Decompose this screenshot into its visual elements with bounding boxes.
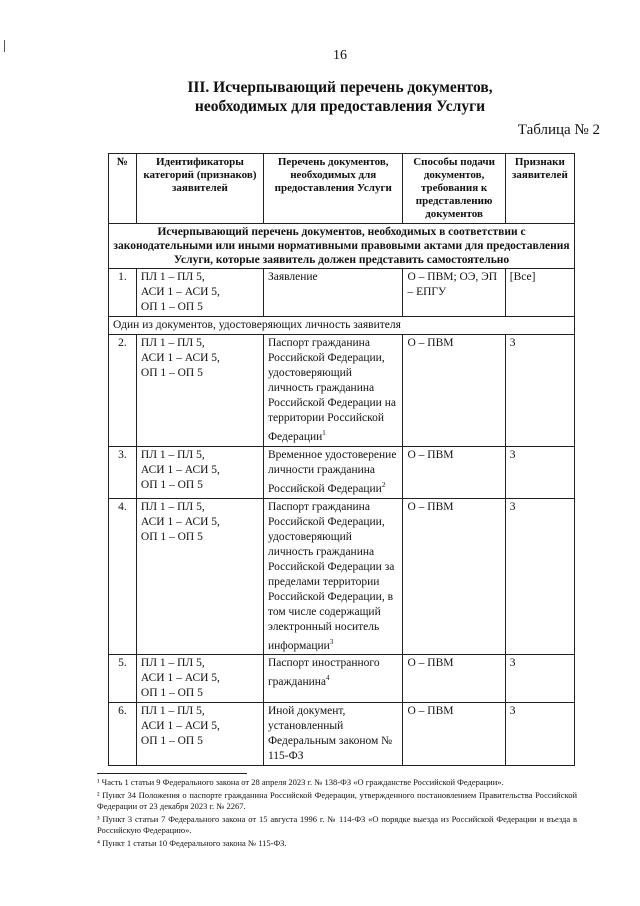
footnote-ref[interactable]: 4 bbox=[326, 674, 330, 683]
row-sign: 3 bbox=[505, 335, 574, 447]
header-signs: Признаки заявителей bbox=[505, 154, 574, 224]
row-document bbox=[263, 335, 402, 447]
table-row bbox=[109, 335, 575, 447]
identifier-line: ОП 1 – ОП 5 bbox=[140, 301, 203, 313]
footnote-ref[interactable]: 3 bbox=[329, 637, 334, 646]
identifier-line: ПЛ 1 – ПЛ 5, bbox=[140, 500, 205, 513]
header-documents: Перечень документов, необходимых для предоставления Услуги bbox=[263, 154, 402, 224]
row-number: 1. bbox=[109, 269, 137, 317]
document-text: Временное удостоверение личности гражданина Российской Федерации bbox=[267, 448, 397, 495]
row-sign: 3 bbox=[505, 703, 574, 766]
identifier-line: ПЛ 1 – ПЛ 5, bbox=[140, 448, 205, 461]
header-methods: Способы подачи документов, требования к представлению документов bbox=[403, 154, 505, 224]
footnote: ² Пункт 34 Положения о паспорте гражданина Российской Федерации, утвержденного постановлением Правительства Российской Федерации от 23 декабря 2023 г. № 2267. bbox=[97, 790, 577, 811]
row-document bbox=[263, 703, 402, 766]
section-heading-row bbox=[109, 224, 575, 269]
row-sign: 3 bbox=[505, 498, 574, 655]
footnote-ref[interactable]: 1 bbox=[322, 429, 326, 437]
identifier-line: ОП 1 – ОП 5 bbox=[140, 687, 203, 700]
page-title bbox=[60, 78, 620, 116]
footnote: ¹ Часть 1 статьи 9 Федерального закона от 28 апреля 2023 г. № 138-ФЗ «О гражданстве Российской Федерации». bbox=[97, 777, 504, 787]
footnote: ⁴ Пункт 1 статьи 10 Федерального закона № 115-ФЗ. bbox=[97, 838, 287, 848]
table-row bbox=[109, 498, 575, 655]
row-number: 6. bbox=[109, 703, 137, 766]
row-number: 4. bbox=[109, 498, 137, 655]
table-body bbox=[109, 224, 575, 766]
footnote: ³ Пункт 3 статьи 7 Федерального закона от 15 августа 1996 г. № 114-ФЗ «О порядке выезда из Российской Федерации и въезда в Российскую Федерацию». bbox=[97, 814, 577, 835]
identifier-line: ОП 1 – ОП 5 bbox=[140, 735, 203, 748]
row-sign: 3 bbox=[505, 655, 574, 703]
footnote-divider bbox=[97, 773, 247, 774]
document-text: Паспорт гражданина Российской Федерации, удостоверяющий личность гражданина Российской Федерации на территории Российской Федерации bbox=[267, 337, 396, 443]
row-method: О – ПВМ bbox=[403, 335, 505, 447]
header-num: № bbox=[109, 154, 137, 224]
document-text: Заявление bbox=[267, 271, 318, 283]
group-heading: Один из документов, удостоверяющих личность заявителя bbox=[109, 317, 575, 335]
documents-table bbox=[108, 153, 575, 766]
identifier-line: АСИ 1 – АСИ 5, bbox=[140, 515, 220, 528]
row-number: 3. bbox=[109, 446, 137, 498]
row-method: О – ПВМ; ОЭ, ЭП – ЕПГУ bbox=[403, 269, 505, 317]
row-identifiers bbox=[136, 446, 263, 498]
row-method: О – ПВМ bbox=[403, 655, 505, 703]
table-label: Таблица № 2 bbox=[517, 122, 600, 138]
table-row bbox=[109, 446, 575, 498]
identifier-line: ПЛ 1 – ПЛ 5, bbox=[140, 705, 205, 718]
identifier-line: АСИ 1 – АСИ 5, bbox=[140, 352, 220, 364]
row-identifiers bbox=[136, 269, 263, 317]
table-row bbox=[109, 703, 575, 766]
footnotes bbox=[97, 777, 577, 851]
row-document bbox=[263, 446, 402, 498]
row-identifiers bbox=[136, 655, 263, 703]
row-number: 5. bbox=[109, 655, 137, 703]
row-number: 2. bbox=[109, 335, 137, 447]
document-text: Паспорт иностранного гражданина bbox=[267, 657, 380, 689]
identifier-line: ПЛ 1 – ПЛ 5, bbox=[140, 271, 205, 283]
identifier-line: ОП 1 – ОП 5 bbox=[140, 478, 203, 491]
header-identifiers: Идентификаторы категорий (признаков) заявителей bbox=[136, 154, 263, 224]
section-heading: Исчерпывающий перечень документов, необходимых в соответствии с законодательными или иными нормативными правовыми актами для предоставления Услуги, которые заявитель должен представить самостоятельно bbox=[109, 224, 575, 269]
document-text: Иной документ, установленный Федеральным законом № 115-ФЗ bbox=[267, 705, 393, 763]
row-method: О – ПВМ bbox=[403, 703, 505, 766]
footnote-ref[interactable]: 2 bbox=[381, 480, 386, 489]
title-line-2: необходимых для предоставления Услуги bbox=[194, 98, 486, 115]
row-identifiers bbox=[136, 335, 263, 447]
row-identifiers bbox=[136, 498, 263, 655]
table-row bbox=[109, 655, 575, 703]
identifier-line: ПЛ 1 – ПЛ 5, bbox=[140, 657, 205, 670]
identifier-line: ПЛ 1 – ПЛ 5, bbox=[140, 337, 205, 349]
document-text: Паспорт гражданина Российской Федерации, удостоверяющий личность гражданина Российской Федерации за пределами территории Российской Федерации, в том числе содержащий электронный носитель информации bbox=[267, 500, 395, 652]
page-number: 16 bbox=[333, 48, 347, 63]
row-method: О – ПВМ bbox=[403, 446, 505, 498]
title-line-1: III. Исчерпывающий перечень документов, bbox=[187, 79, 493, 96]
row-identifiers bbox=[136, 703, 263, 766]
identifier-line: ОП 1 – ОП 5 bbox=[140, 530, 203, 543]
identifier-line: ОП 1 – ОП 5 bbox=[140, 367, 203, 379]
row-sign: 3 bbox=[505, 446, 574, 498]
row-document bbox=[263, 655, 402, 703]
table-row bbox=[109, 269, 575, 317]
identifier-line: АСИ 1 – АСИ 5, bbox=[140, 672, 220, 685]
row-sign: [Все] bbox=[505, 269, 574, 317]
row-document bbox=[263, 269, 402, 317]
row-document bbox=[263, 498, 402, 655]
row-method: О – ПВМ bbox=[403, 498, 505, 655]
table-header-row bbox=[109, 154, 575, 224]
group-heading-row bbox=[109, 317, 575, 335]
identifier-line: АСИ 1 – АСИ 5, bbox=[140, 463, 220, 476]
identifier-line: АСИ 1 – АСИ 5, bbox=[140, 286, 220, 298]
identifier-line: АСИ 1 – АСИ 5, bbox=[140, 720, 220, 733]
